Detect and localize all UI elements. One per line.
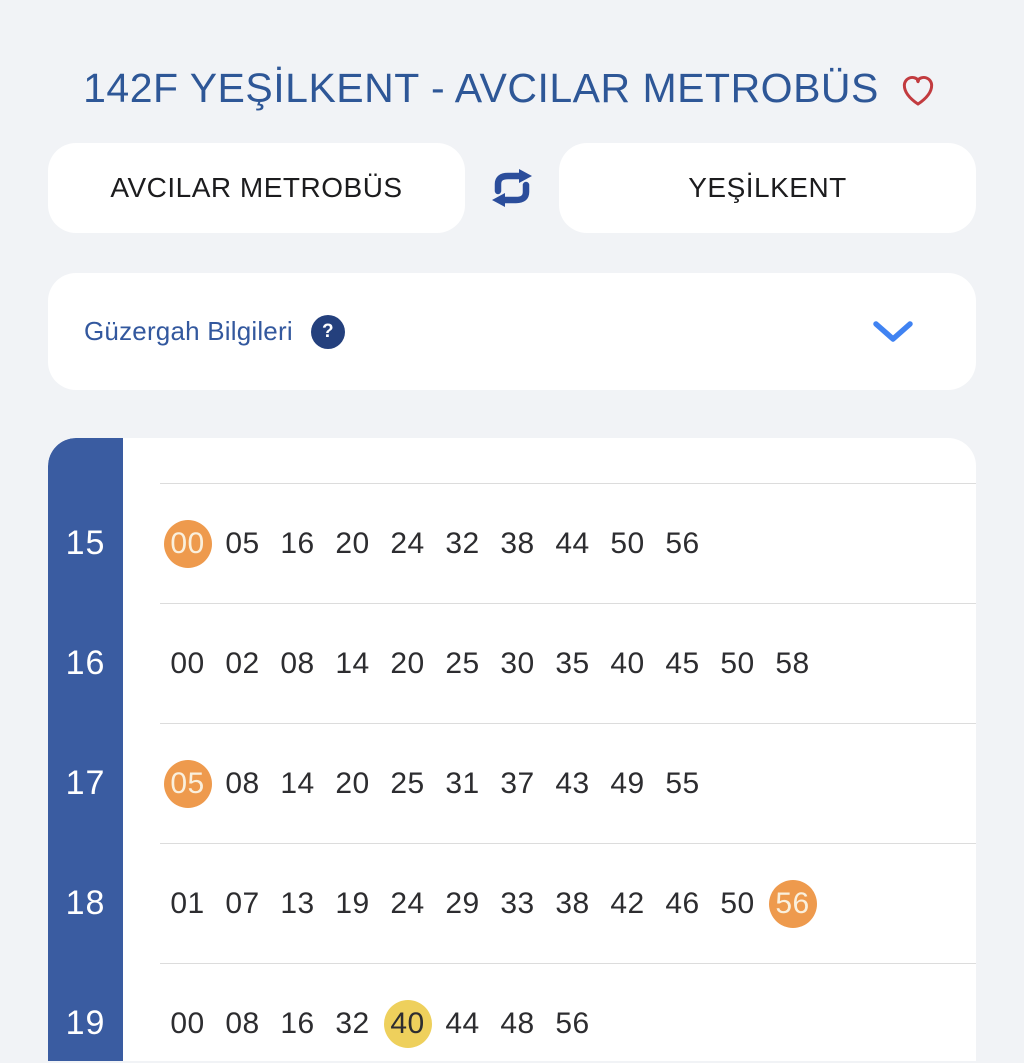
minute-cell: 40 xyxy=(610,646,645,680)
minute-cell: 50 xyxy=(720,886,755,920)
minute-cell: 50 xyxy=(610,526,645,560)
minute-cell: 32 xyxy=(335,1006,370,1040)
minute-cell: 50 xyxy=(720,646,755,680)
header xyxy=(0,66,1024,111)
minute-cell: 25 xyxy=(390,766,425,800)
minute-cell: 05 xyxy=(225,526,260,560)
minute-cell: 20 xyxy=(335,526,370,560)
minute-cell: 13 xyxy=(280,886,315,920)
hour-label: 19 xyxy=(65,1003,106,1042)
minute-cell: 07 xyxy=(225,886,260,920)
minute-cell: 55 xyxy=(665,766,700,800)
schedule-row xyxy=(160,483,976,603)
minute-cell: 20 xyxy=(390,646,425,680)
minute-cell: 14 xyxy=(280,766,315,800)
minute-cell: 56 xyxy=(665,526,700,560)
minute-badge-orange: 56 xyxy=(769,880,817,928)
minute-cell: 30 xyxy=(500,646,535,680)
swap-arrows-icon xyxy=(488,167,536,209)
hour-label: 18 xyxy=(65,883,106,922)
minute-cell: 19 xyxy=(335,886,370,920)
minute-cell: 43 xyxy=(555,766,590,800)
minute-badge-orange: 00 xyxy=(164,520,212,568)
rows-column xyxy=(160,438,976,1061)
minute-cell: 24 xyxy=(390,886,425,920)
minute-cell: 00 xyxy=(170,1006,205,1040)
minute-cell: 48 xyxy=(500,1006,535,1040)
schedule-row xyxy=(160,963,976,1061)
schedule-row xyxy=(160,723,976,843)
minute-cell: 29 xyxy=(445,886,480,920)
minute-cell: 08 xyxy=(225,766,260,800)
help-icon[interactable]: ? xyxy=(311,315,345,349)
page-title: 142F YEŞİLKENT - AVCILAR METROBÜS xyxy=(83,65,879,111)
direction-from-button[interactable]: AVCILAR METROBÜS xyxy=(48,143,465,233)
minute-cell: 08 xyxy=(280,646,315,680)
minute-cell: 37 xyxy=(500,766,535,800)
minute-badge-yellow: 40 xyxy=(384,1000,432,1048)
direction-toggle xyxy=(0,143,1024,233)
hour-label: 15 xyxy=(65,523,106,562)
minute-cell: 14 xyxy=(335,646,370,680)
minute-cell: 35 xyxy=(555,646,590,680)
minute-cell: 16 xyxy=(280,526,315,560)
minute-cell: 45 xyxy=(665,646,700,680)
swap-directions-button[interactable] xyxy=(465,167,559,209)
minute-cell: 49 xyxy=(610,766,645,800)
minute-cell: 38 xyxy=(555,886,590,920)
minute-cell: 38 xyxy=(500,526,535,560)
timetable-card xyxy=(48,438,976,1061)
minute-cell: 02 xyxy=(225,646,260,680)
minute-cell: 44 xyxy=(445,1006,480,1040)
minute-cell: 56 xyxy=(555,1006,590,1040)
hour-label: 16 xyxy=(65,643,106,682)
minute-cell: 00 xyxy=(170,646,205,680)
minute-cell: 16 xyxy=(280,1006,315,1040)
minute-cell: 01 xyxy=(170,886,205,920)
route-info-label: Güzergah Bilgileri xyxy=(84,316,293,347)
minute-cell: 31 xyxy=(445,766,480,800)
minute-cell: 42 xyxy=(610,886,645,920)
minute-cell: 25 xyxy=(445,646,480,680)
minute-cell: 33 xyxy=(500,886,535,920)
minute-cell: 24 xyxy=(390,526,425,560)
minute-cell: 46 xyxy=(665,886,700,920)
minute-cell: 44 xyxy=(555,526,590,560)
minute-cell: 58 xyxy=(775,646,810,680)
minute-badge-orange: 05 xyxy=(164,760,212,808)
minute-cell: 32 xyxy=(445,526,480,560)
minute-cell: 08 xyxy=(225,1006,260,1040)
chevron-down-icon[interactable] xyxy=(872,320,914,344)
favorite-heart-icon[interactable] xyxy=(895,68,941,110)
direction-to-button[interactable]: YEŞİLKENT xyxy=(559,143,976,233)
schedule-row xyxy=(160,603,976,723)
schedule-row xyxy=(160,843,976,963)
minute-cell: 20 xyxy=(335,766,370,800)
route-info-card[interactable] xyxy=(48,273,976,390)
hour-label: 17 xyxy=(65,763,106,802)
hour-column xyxy=(48,438,123,1061)
